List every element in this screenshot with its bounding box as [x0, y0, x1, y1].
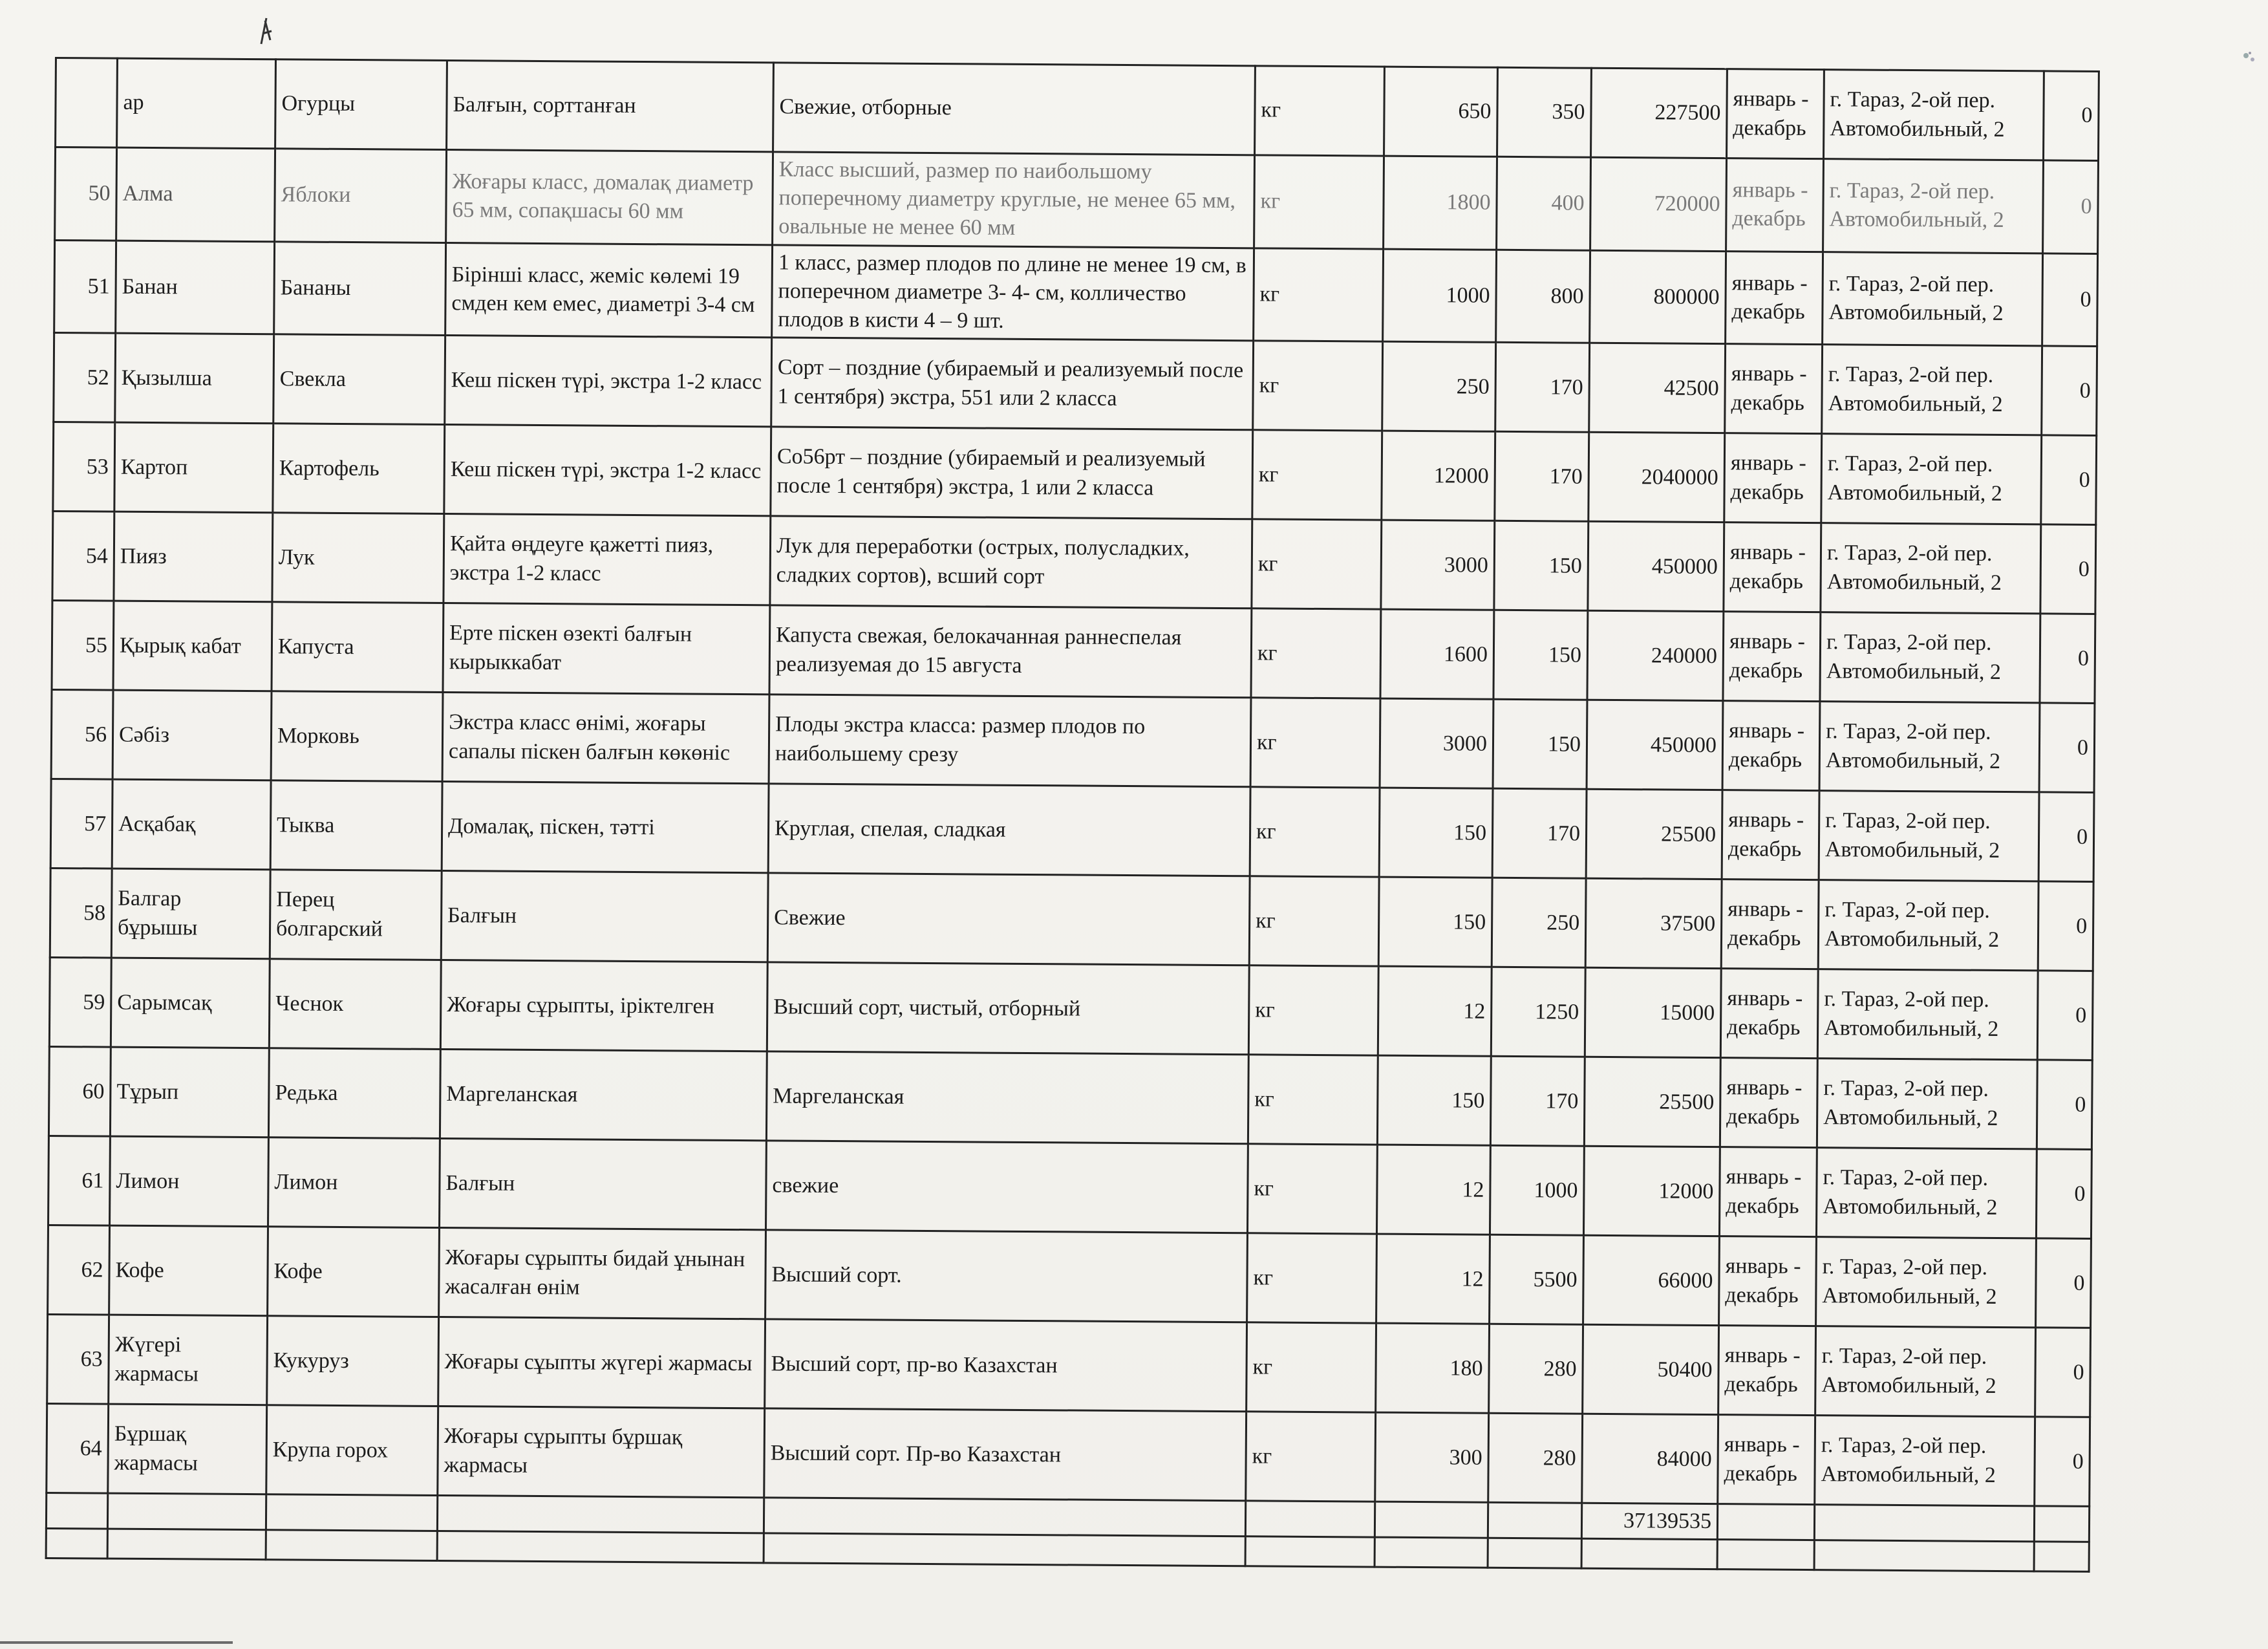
delivery-period: январь - декабрь	[1722, 790, 1819, 880]
table-row	[50, 868, 2093, 971]
item-quantity: 150	[1377, 1055, 1491, 1145]
item-unit: кг	[1247, 1144, 1377, 1234]
item-unit: кг	[1254, 155, 1384, 249]
item-price: 150	[1494, 521, 1589, 610]
item-name-kz: Қырық кабат	[113, 601, 272, 691]
item-sum: 450000	[1588, 521, 1724, 611]
delivery-address: г. Тараз, 2-ой пер. Автомобильный, 2	[1815, 1416, 2035, 1506]
row-number: 64	[47, 1404, 109, 1494]
item-name-kz: Сарымсақ	[111, 958, 270, 1048]
item-spec-kz: Балғын	[440, 1139, 767, 1230]
item-sum: 450000	[1587, 700, 1723, 790]
item-sum: 50400	[1583, 1324, 1719, 1414]
item-spec-ru: Плоды экстра класса: размер плодов по наибольшему срезу	[769, 695, 1251, 787]
item-price: 250	[1492, 878, 1586, 967]
item-extra-value: 0	[2035, 1328, 2091, 1417]
item-unit: кг	[1249, 876, 1379, 966]
item-sum: 12000	[1583, 1146, 1720, 1236]
item-spec-kz: Жоғары сұрыпты бұршақ жармасы	[438, 1406, 765, 1498]
table-row	[54, 240, 2098, 347]
item-unit: кг	[1248, 965, 1378, 1055]
scan-smudge-icon	[2237, 45, 2263, 71]
item-spec-ru: Капуста свежая, белокачанная раннеспелая реализуемая до 15 августа	[769, 605, 1252, 698]
item-name-kz: Лимон	[110, 1136, 269, 1227]
item-sum: 25500	[1586, 789, 1722, 879]
item-extra-value: 0	[2041, 435, 2097, 525]
table-row	[47, 1315, 2091, 1417]
item-spec-ru: свежие	[765, 1141, 1248, 1233]
item-extra-value: 0	[2040, 524, 2096, 614]
table-row	[48, 1225, 2091, 1328]
item-name-kz: Бұршақ жармасы	[108, 1404, 267, 1494]
item-spec-ru: Круглая, спелая, сладкая	[768, 784, 1250, 876]
item-quantity: 1800	[1384, 156, 1497, 250]
row-number: 54	[52, 512, 114, 601]
item-quantity: 150	[1379, 788, 1493, 878]
item-price: 170	[1492, 788, 1587, 878]
table-row	[47, 1404, 2090, 1507]
item-price: 1250	[1491, 967, 1585, 1057]
empty-cell	[437, 1531, 764, 1563]
item-extra-value: 0	[2038, 792, 2094, 882]
item-spec-kz: Жоғары класс, домалақ диаметр 65 мм, сопақшасы 60 мм	[446, 150, 773, 245]
pen-mark-icon	[257, 14, 277, 47]
row-number: 51	[54, 240, 116, 333]
item-spec-kz: Жоғары сұыпты жүгері жармасы	[438, 1317, 765, 1408]
row-number: 62	[48, 1225, 110, 1315]
item-extra-value: 0	[2036, 1238, 2091, 1328]
item-spec-ru: 1 класс, размер плодов по длине не менее 19 см, в поперечном диаметре 3- 4- см, колличество плодов в кисти 4 – 9 шт.	[772, 244, 1254, 341]
item-price: 350	[1497, 67, 1592, 157]
item-quantity: 3000	[1380, 698, 1493, 788]
item-name-ru: Капуста	[272, 602, 444, 693]
item-price: 400	[1497, 156, 1591, 250]
row-number: 61	[48, 1136, 111, 1226]
item-name-kz: Картоп	[114, 422, 273, 513]
item-name-ru: Тыква	[270, 781, 442, 871]
delivery-period: январь - декабрь	[1727, 69, 1824, 159]
item-price: 150	[1493, 610, 1588, 700]
item-sum: 66000	[1583, 1235, 1720, 1325]
delivery-period: январь - декабрь	[1720, 969, 1818, 1059]
item-quantity: 12	[1376, 1234, 1490, 1324]
item-name-ru: Кофе	[268, 1227, 440, 1317]
delivery-period: январь - декабрь	[1720, 1058, 1817, 1148]
empty-cell	[1717, 1540, 1814, 1570]
item-extra-value: 0	[2036, 1149, 2091, 1239]
row-number: 59	[49, 958, 111, 1048]
delivery-address: г. Тараз, 2-ой пер. Автомобильный, 2	[1822, 345, 2042, 435]
table-row	[48, 1136, 2092, 1239]
item-sum: 37500	[1585, 878, 1722, 968]
item-name-kz: Тұрып	[110, 1047, 269, 1137]
item-spec-kz: Қайта өңдеуге қажетті пияз, экстра 1-2 класс	[444, 514, 771, 605]
item-name-ru: Свекла	[273, 334, 445, 425]
item-quantity: 3000	[1381, 520, 1495, 610]
item-quantity: 300	[1375, 1412, 1489, 1502]
item-sum: 25500	[1584, 1057, 1720, 1147]
delivery-address: г. Тараз, 2-ой пер. Автомобильный, 2	[1821, 523, 2041, 614]
item-name-kz: ар	[117, 58, 276, 149]
item-name-kz: Сәбіз	[112, 690, 272, 781]
item-extra-value: 0	[2037, 971, 2093, 1061]
item-extra-value: 0	[2038, 881, 2093, 971]
row-number: 58	[50, 868, 112, 958]
item-price: 170	[1495, 342, 1590, 432]
item-name-kz: Пияз	[114, 512, 273, 602]
empty-cell	[2034, 1542, 2089, 1572]
item-sum: 227500	[1591, 68, 1728, 158]
table-row	[49, 958, 2093, 1061]
row-number: 55	[52, 601, 114, 691]
item-spec-ru: Сорт – поздние (убираемый и реализуемый после 1 сентября) экстра, 551 или 2 класса	[771, 338, 1254, 430]
item-unit: кг	[1252, 519, 1382, 609]
delivery-address: г. Тараз, 2-ой пер. Автомобильный, 2	[1818, 880, 2038, 971]
delivery-address: г. Тараз, 2-ой пер. Автомобильный, 2	[1823, 159, 2044, 253]
item-name-ru: Бананы	[274, 241, 446, 335]
item-spec-kz: Маргеланская	[440, 1050, 767, 1141]
item-quantity: 12	[1376, 1145, 1490, 1234]
delivery-address: г. Тараз, 2-ой пер. Автомобильный, 2	[1821, 434, 2042, 524]
item-name-kz: Кофе	[109, 1225, 268, 1316]
item-sum: 42500	[1589, 343, 1726, 433]
item-spec-kz: Кеш піскен түрі, экстра 1-2 класс	[444, 425, 771, 516]
delivery-period: январь - декабрь	[1725, 344, 1823, 434]
item-name-ru: Морковь	[271, 691, 443, 782]
item-extra-value: 0	[2044, 71, 2099, 161]
item-unit: кг	[1251, 609, 1381, 698]
total-empty-cell	[107, 1493, 266, 1530]
item-name-ru: Крупа горох	[266, 1405, 438, 1496]
item-price: 170	[1490, 1056, 1585, 1146]
item-quantity: 180	[1376, 1323, 1490, 1413]
item-extra-value: 0	[2042, 346, 2097, 436]
item-sum: 800000	[1590, 250, 1726, 344]
delivery-period: январь - декабрь	[1724, 523, 1821, 612]
item-spec-kz: Балғын, сорттанған	[447, 61, 774, 152]
item-unit: кг	[1254, 248, 1384, 341]
delivery-period: январь - декабрь	[1726, 158, 1824, 252]
row-number	[56, 58, 118, 148]
item-name-ru: Картофель	[273, 424, 445, 514]
item-name-ru: Кукуруз	[267, 1316, 439, 1406]
item-name-ru: Яблоки	[275, 149, 447, 242]
item-quantity: 1600	[1380, 609, 1494, 699]
item-spec-kz: Ерте піскен өзекті балғын кырыккабат	[443, 603, 770, 695]
empty-cell	[1581, 1539, 1717, 1569]
item-spec-kz: Жоғары сұрыпты бидай ұнынан жасалған өнім	[439, 1228, 766, 1319]
item-spec-ru: Лук для переработки (острых, полусладких, сладких сортов), всший сорт	[770, 516, 1252, 609]
delivery-period: январь - декабрь	[1726, 251, 1823, 345]
item-unit: кг	[1253, 341, 1383, 431]
row-number: 50	[55, 147, 117, 241]
total-empty-cell	[2034, 1506, 2089, 1542]
item-spec-kz: Бірінші класс, жеміс көлемі 19 смден кем емес, диаметрі 3-4 см	[445, 242, 773, 338]
item-spec-ru: Свежие	[767, 873, 1250, 965]
item-spec-ru: Высший сорт.	[765, 1230, 1248, 1322]
total-empty-cell	[764, 1498, 1245, 1536]
delivery-period: январь - декабрь	[1721, 879, 1819, 969]
item-spec-kz: Кеш піскен түрі, экстра 1-2 класс	[445, 336, 772, 427]
empty-cell	[46, 1529, 107, 1559]
delivery-period: январь - декабрь	[1723, 612, 1821, 702]
item-name-ru: Чеснок	[269, 959, 441, 1050]
item-quantity: 250	[1382, 341, 1496, 431]
delivery-address: г. Тараз, 2-ой пер. Автомобильный, 2	[1817, 969, 2038, 1060]
total-empty-cell	[1814, 1505, 2034, 1542]
table-row	[56, 58, 2099, 161]
row-number: 52	[54, 333, 116, 423]
item-sum: 720000	[1590, 157, 1727, 251]
item-unit: кг	[1246, 1412, 1376, 1502]
item-sum: 84000	[1582, 1414, 1718, 1503]
empty-cell	[266, 1530, 437, 1561]
item-spec-ru: Высший сорт. Пр-во Казахстан	[764, 1408, 1246, 1501]
item-spec-ru: Свежие, отборные	[773, 63, 1256, 155]
item-name-kz: Қызылша	[115, 333, 274, 424]
item-name-ru: Лук	[272, 513, 444, 603]
scan-edge-line	[0, 1641, 233, 1644]
table-row	[48, 1047, 2092, 1150]
item-sum: 15000	[1585, 967, 1721, 1057]
delivery-address: г. Тараз, 2-ой пер. Автомобильный, 2	[1817, 1059, 2037, 1149]
item-name-ru: Огурцы	[275, 59, 447, 150]
delivery-address: г. Тараз, 2-ой пер. Автомобильный, 2	[1816, 1148, 2037, 1238]
delivery-period: январь - декабрь	[1718, 1415, 1815, 1505]
total-empty-cell	[46, 1493, 107, 1529]
empty-cell	[107, 1529, 266, 1560]
item-extra-value: 0	[2039, 703, 2095, 793]
item-name-kz: Жүгері жармасы	[109, 1315, 268, 1405]
item-spec-ru: Класс высший, размер по наибольшому поперечному диаметру круглые, не менее 65 мм, овальные не менее 60 мм	[773, 152, 1255, 248]
item-price: 280	[1488, 1413, 1583, 1503]
item-name-ru: Перец болгарский	[270, 870, 442, 960]
item-unit: кг	[1250, 698, 1380, 788]
item-unit: кг	[1252, 430, 1382, 520]
delivery-period: январь - декабрь	[1719, 1147, 1817, 1237]
item-unit: кг	[1247, 1233, 1377, 1323]
item-extra-value: 0	[2040, 614, 2095, 704]
item-unit: кг	[1255, 66, 1385, 156]
item-name-kz: Асқабақ	[112, 779, 271, 870]
item-sum: 2040000	[1589, 432, 1725, 522]
item-spec-kz: Жоғары сұрыпты, іріктелген	[440, 960, 767, 1051]
table-row	[51, 690, 2095, 793]
item-spec-kz: Экстра класс өнімі, жоғары сапалы піскен балғын көкөніс	[442, 693, 769, 784]
empty-cell	[764, 1533, 1245, 1566]
table-row	[54, 333, 2097, 436]
table-row	[53, 422, 2097, 525]
delivery-period: январь - декабрь	[1719, 1236, 1817, 1326]
table-row	[50, 779, 2094, 882]
procurement-table	[45, 57, 2100, 1573]
item-spec-kz: Домалақ, піскен, тәтті	[442, 782, 769, 873]
total-sum: 37139535	[1581, 1503, 1717, 1540]
table-body	[46, 58, 2099, 1572]
item-unit: кг	[1250, 787, 1380, 877]
item-spec-ru: Со56рт – поздние (убираемый и реализуемый после 1 сентября) экстра, 1 или 2 класса	[771, 427, 1253, 519]
total-empty-cell	[1375, 1502, 1488, 1538]
row-number: 53	[53, 422, 115, 512]
table-row	[55, 147, 2099, 254]
item-price: 800	[1496, 250, 1590, 343]
item-unit: кг	[1246, 1322, 1376, 1412]
delivery-address: г. Тараз, 2-ой пер. Автомобильный, 2	[1823, 252, 2043, 346]
item-sum: 240000	[1587, 610, 1724, 700]
item-quantity: 650	[1384, 67, 1498, 156]
delivery-period: январь - декабрь	[1718, 1326, 1816, 1416]
item-price: 1000	[1490, 1145, 1584, 1235]
delivery-period: январь - декабрь	[1722, 701, 1820, 791]
total-empty-cell	[1488, 1502, 1581, 1538]
delivery-address: г. Тараз, 2-ой пер. Автомобильный, 2	[1824, 70, 2044, 160]
item-name-kz: Балгар бұрышы	[111, 868, 270, 959]
item-extra-value: 0	[2042, 253, 2098, 346]
item-spec-ru: Высший сорт, пр-во Казахстан	[765, 1319, 1247, 1412]
delivery-address: г. Тараз, 2-ой пер. Автомобильный, 2	[1815, 1326, 2036, 1417]
row-number: 63	[47, 1315, 109, 1405]
delivery-address: г. Тараз, 2-ой пер. Автомобильный, 2	[1819, 791, 2039, 881]
item-extra-value: 0	[2043, 160, 2099, 253]
delivery-address: г. Тараз, 2-ой пер. Автомобильный, 2	[1820, 612, 2040, 703]
delivery-period: январь - декабрь	[1724, 433, 1822, 523]
item-name-ru: Редька	[268, 1048, 440, 1139]
row-number: 56	[51, 690, 113, 780]
empty-cell	[1375, 1537, 1488, 1568]
row-number: 60	[48, 1047, 111, 1137]
item-price: 170	[1495, 431, 1589, 521]
item-price: 280	[1489, 1324, 1583, 1414]
total-empty-cell	[266, 1494, 437, 1531]
item-spec-ru: Высший сорт, чистый, отборный	[767, 962, 1249, 1055]
empty-cell	[1488, 1538, 1581, 1569]
total-empty-cell	[1245, 1501, 1375, 1538]
item-quantity: 1000	[1383, 249, 1497, 343]
delivery-address: г. Тараз, 2-ой пер. Автомобильный, 2	[1816, 1237, 2037, 1328]
item-price: 5500	[1490, 1234, 1584, 1324]
item-quantity: 12	[1378, 966, 1492, 1056]
item-extra-value: 0	[2037, 1060, 2092, 1150]
table-row	[52, 512, 2096, 614]
item-name-kz: Банан	[116, 241, 275, 334]
table-row	[52, 601, 2095, 704]
item-name-kz: Алма	[116, 147, 275, 241]
item-price: 150	[1493, 699, 1587, 789]
total-empty-cell	[1717, 1504, 1814, 1540]
empty-cell	[1245, 1536, 1375, 1567]
row-number: 57	[50, 779, 112, 869]
item-quantity: 150	[1378, 877, 1492, 967]
item-name-ru: Лимон	[268, 1137, 440, 1228]
delivery-address: г. Тараз, 2-ой пер. Автомобильный, 2	[1819, 702, 2040, 792]
item-spec-ru: Маргеланская	[766, 1051, 1248, 1144]
empty-cell	[1814, 1540, 2034, 1571]
item-spec-kz: Балғын	[441, 871, 768, 962]
item-unit: кг	[1248, 1055, 1378, 1145]
item-extra-value: 0	[2035, 1417, 2090, 1507]
total-empty-cell	[437, 1496, 764, 1534]
item-quantity: 12000	[1382, 431, 1495, 521]
